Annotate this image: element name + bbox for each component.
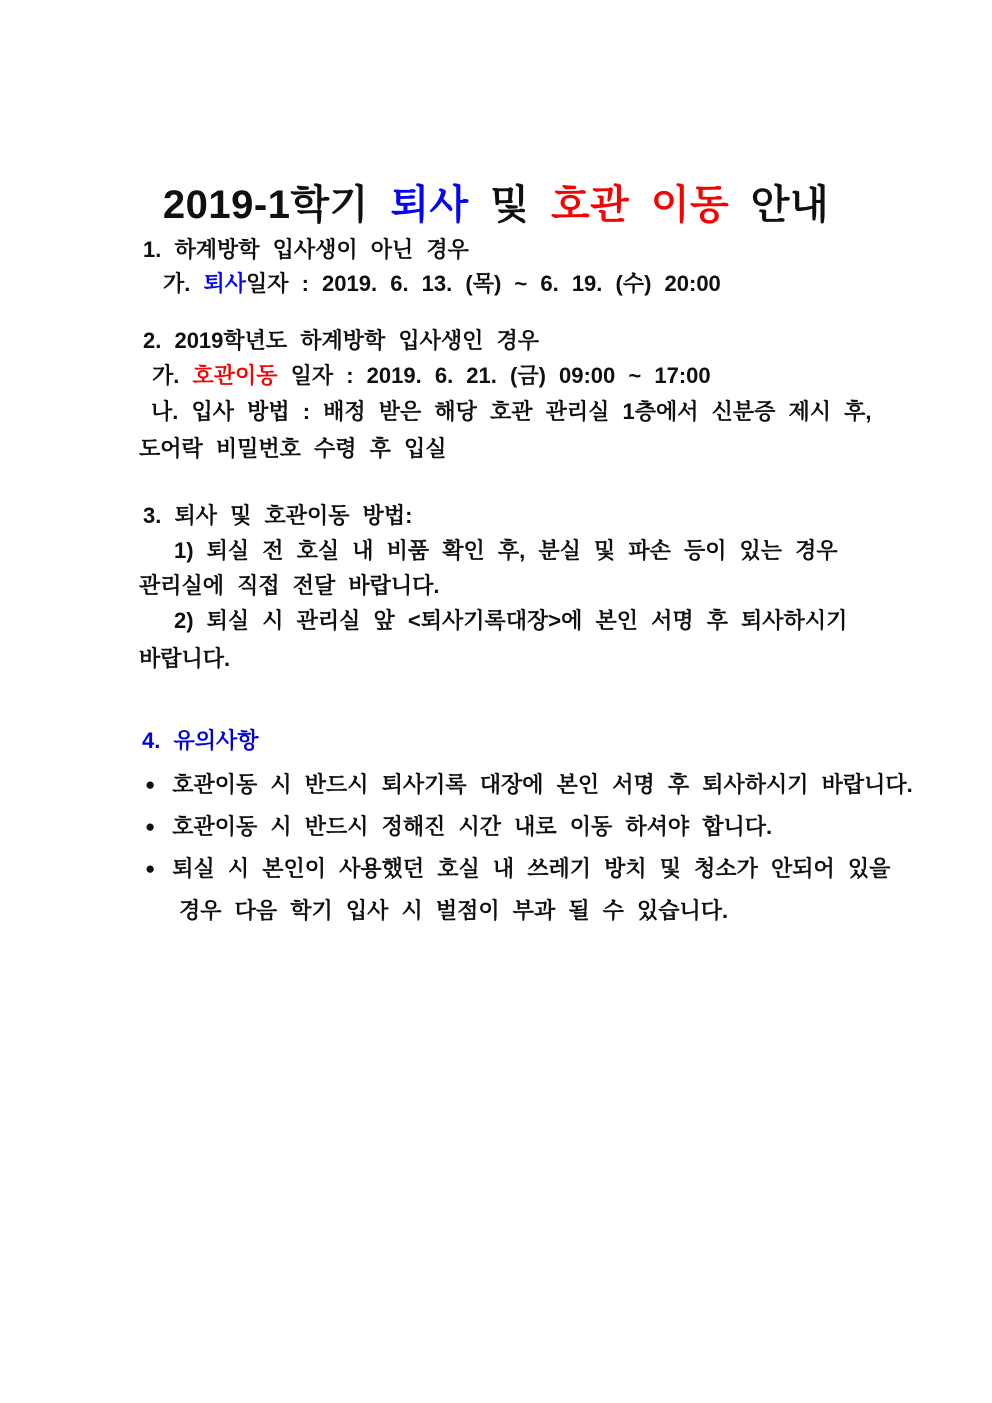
bullet-text: 호관이동 시 반드시 정해진 시간 내로 이동 하셔야 합니다. (172, 814, 773, 839)
title-semester: 2019-1학기 (162, 182, 391, 227)
section1-heading: 1. 하계방학 입사생이 아닌 경우 (143, 237, 469, 262)
section2-heading: 2. 2019학년도 하계방학 입사생인 경우 (143, 328, 540, 353)
checkout-date-highlight: 퇴사 (203, 271, 246, 296)
section2-item-na: 나. 입사 방법 : 배정 받은 해당 호관 관리실 1층에서 신분증 제시 후, (151, 399, 872, 424)
item-rest: 일자 : 2019. 6. 21. (금) 09:00 ~ 17:00 (277, 363, 711, 388)
notice-bullet-3 (145, 856, 890, 881)
move-date-highlight: 호관이동 (192, 363, 278, 388)
item-prefix: 가. (152, 363, 193, 388)
page-title (0, 182, 992, 228)
title-checkout-highlight: 퇴사 (390, 182, 469, 227)
section3-item-2: 2) 퇴실 시 관리실 앞 <퇴사기록대장>에 본인 서명 후 퇴사하시기 (174, 608, 848, 633)
section3-item-2-continuation: 바랍니다. (139, 646, 231, 671)
bullet-icon: ● (145, 859, 156, 878)
section1-item-ga (163, 271, 721, 296)
notice-bullet-3-continuation: 경우 다음 학기 입사 시 벌점이 부과 될 수 있습니다. (179, 898, 729, 923)
title-notice: 안내 (729, 182, 830, 227)
section3-item-1: 1) 퇴실 전 호실 내 비품 확인 후, 분실 및 파손 등이 있는 경우 (174, 538, 838, 563)
section3-item-1-continuation: 관리실에 직접 전달 바랍니다. (139, 573, 440, 598)
section3-heading: 3. 퇴사 및 호관이동 방법: (143, 503, 413, 528)
notice-bullet-2 (145, 814, 772, 839)
bullet-text: 호관이동 시 반드시 퇴사기록 대장에 본인 서명 후 퇴사하시기 바랍니다. (172, 772, 913, 797)
section2-item-na-continuation: 도어락 비밀번호 수령 후 입실 (139, 436, 447, 461)
section2-item-ga (152, 363, 711, 388)
bullet-text: 퇴실 시 본인이 사용했던 호실 내 쓰레기 방치 및 청소가 안되어 있을 (172, 856, 891, 881)
title-and: 및 (468, 182, 551, 227)
item-rest: 일자 : 2019. 6. 13. (목) ~ 6. 19. (수) 20:00 (246, 271, 721, 296)
bullet-icon: ● (145, 775, 156, 794)
bullet-icon: ● (145, 817, 156, 836)
title-building-move-highlight: 호관 이동 (551, 182, 730, 227)
item-prefix: 가. (163, 271, 204, 296)
section4-heading: 4. 유의사항 (142, 728, 259, 753)
notice-bullet-1 (145, 772, 913, 797)
